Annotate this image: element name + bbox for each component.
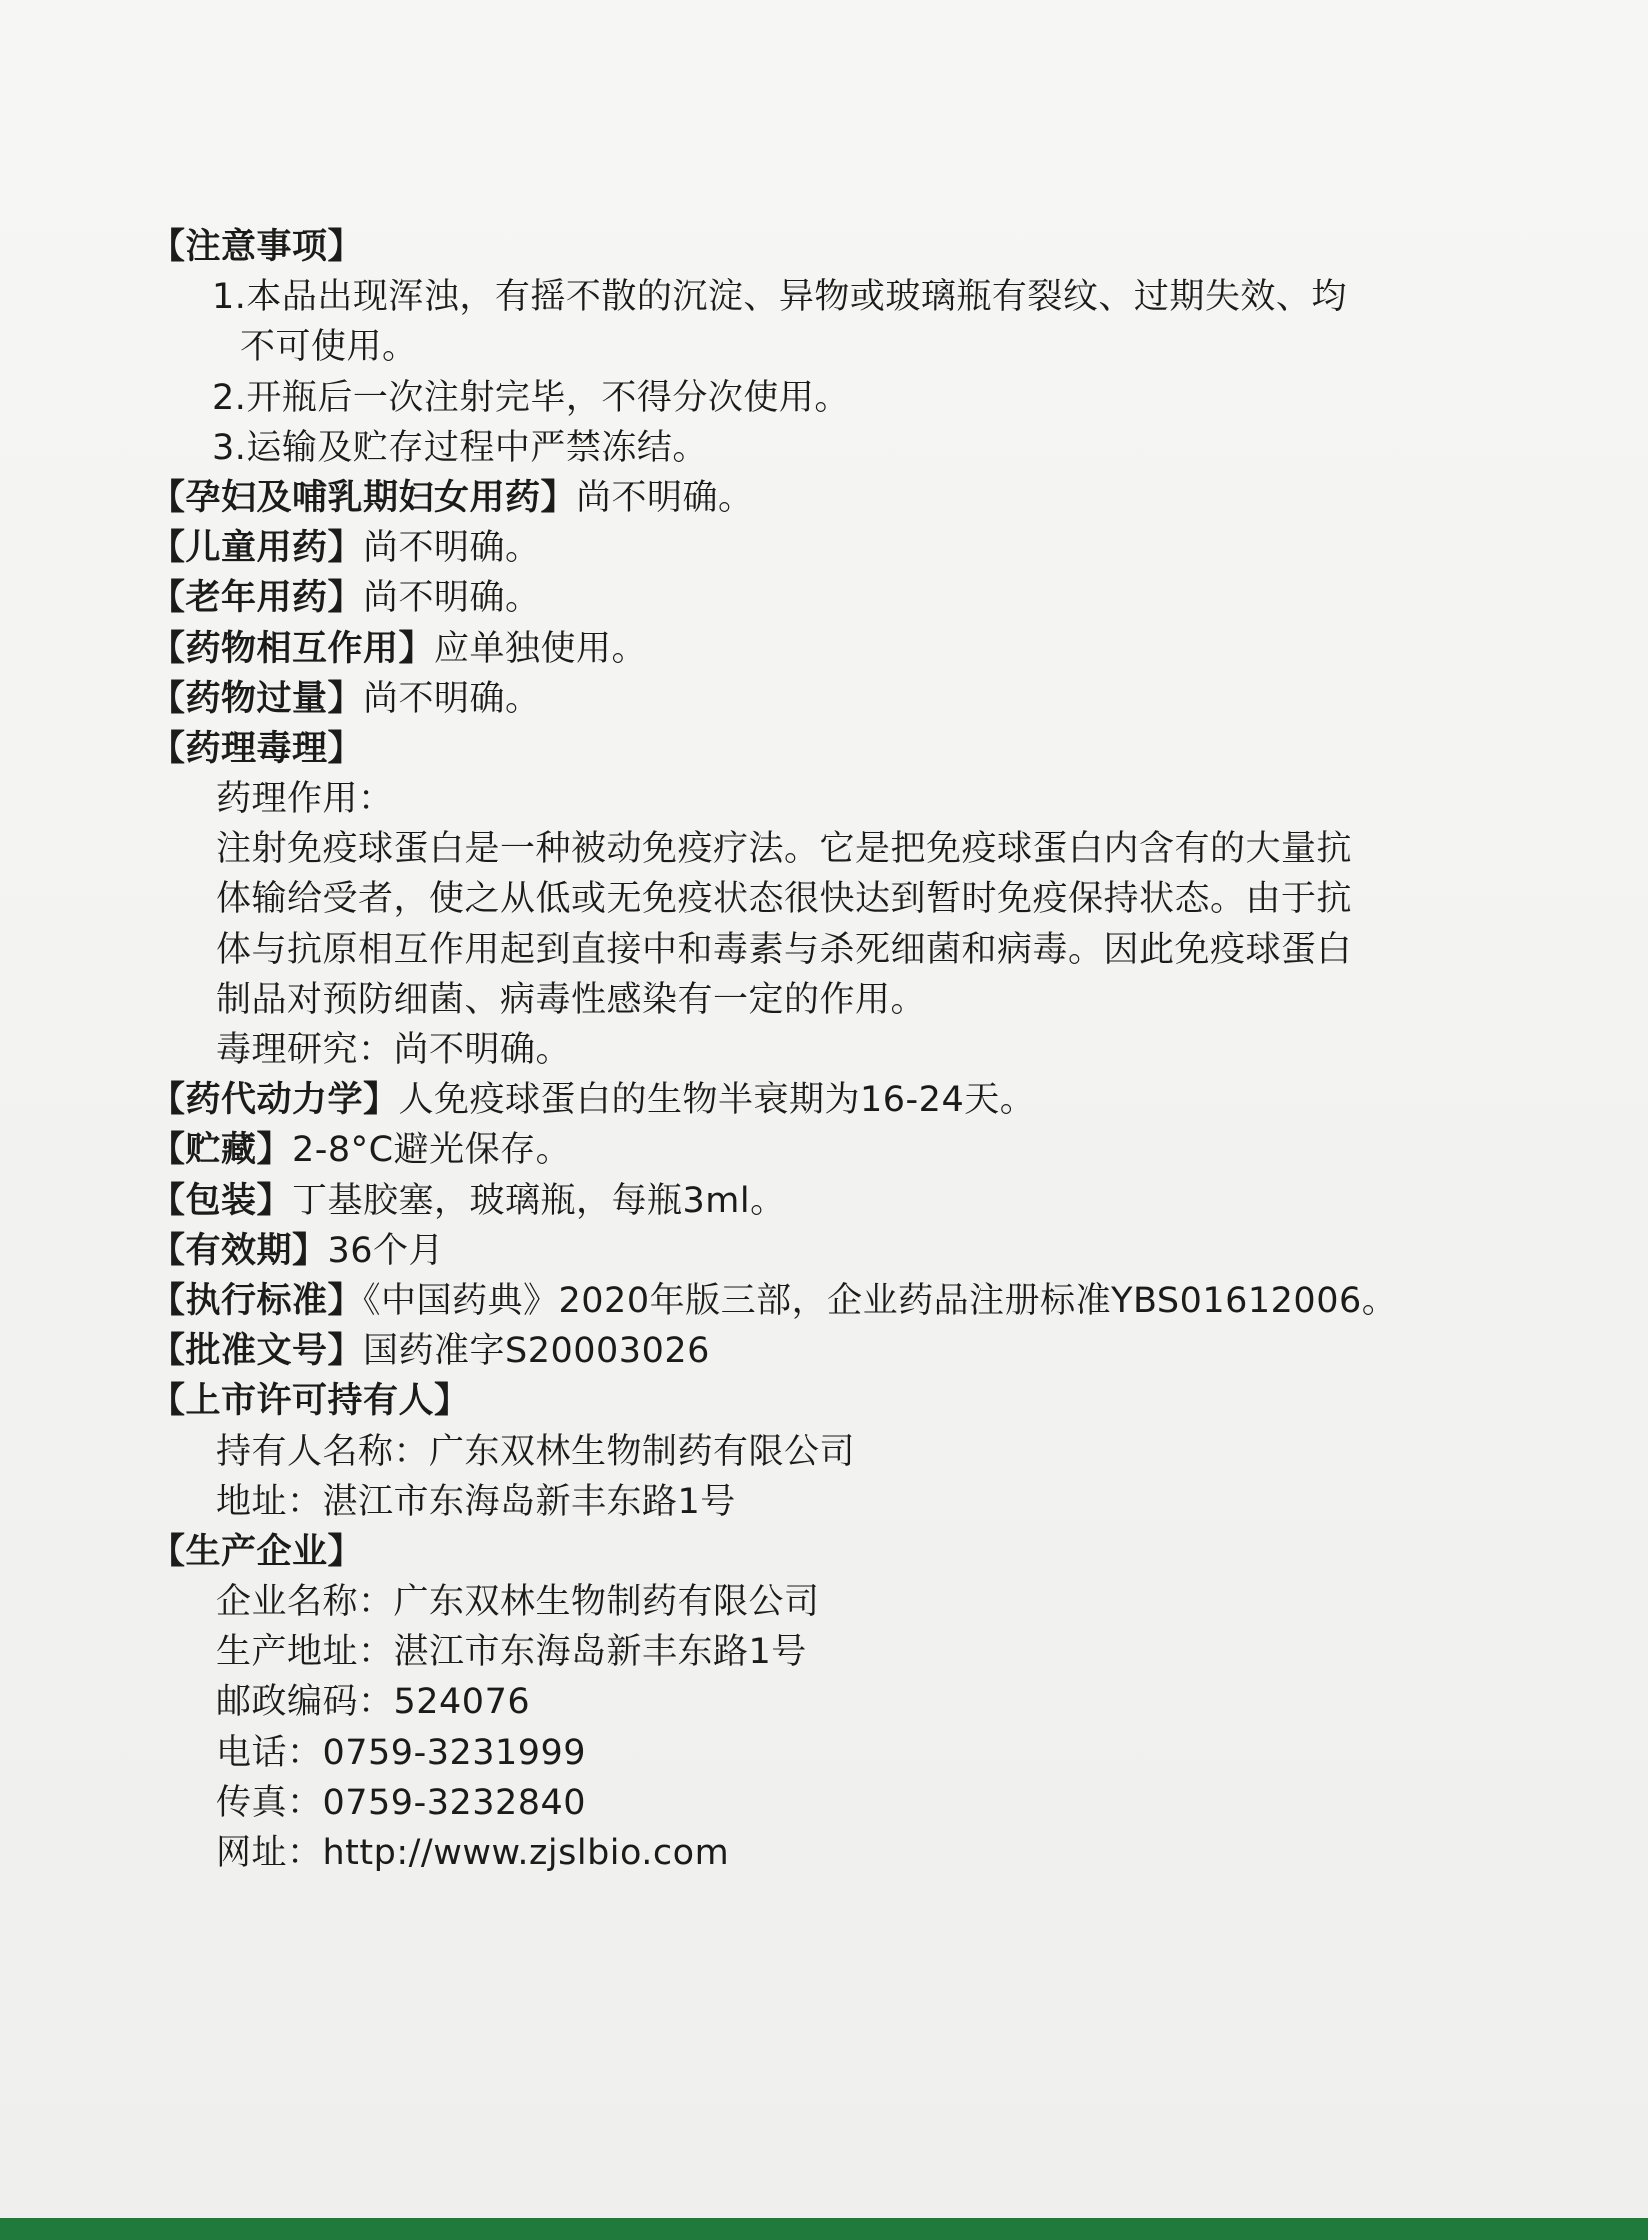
section-approval-number <box>150 1326 1550 1376</box>
holder-address: 地址：湛江市东海岛新丰东路1号 <box>216 1481 736 1522</box>
section-heading: 【孕妇及哺乳期妇女用药】 <box>150 477 577 518</box>
pharmacology-text-3: 体与抗原相互作用起到直接中和毒素与杀死细菌和病毒。因此免疫球蛋白 <box>216 929 1353 970</box>
manufacturer-address: 生产地址：湛江市东海岛新丰东路1号 <box>216 1632 807 1673</box>
section-heading: 【药物相互作用】 <box>150 628 435 669</box>
section-overdose <box>150 674 1550 724</box>
section-text: 国药准字S20003026 <box>363 1331 710 1372</box>
section-heading-pharmacology: 【药理毒理】 <box>150 728 364 769</box>
precaution-1-cont: 不可使用。 <box>240 327 418 368</box>
section-heading-holder: 【上市许可持有人】 <box>150 1381 470 1422</box>
section-text: 应单独使用。 <box>434 628 648 669</box>
section-text: 尚不明确。 <box>576 477 754 518</box>
section-pregnancy <box>150 473 1550 523</box>
section-text: 36个月 <box>327 1230 445 1271</box>
section-heading-precautions: 【注意事项】 <box>150 227 364 267</box>
toxicology-text: 毒理研究：尚不明确。 <box>216 1030 572 1070</box>
pharmacology-text-4: 制品对预防细菌、病毒性感染有一定的作用。 <box>216 979 927 1020</box>
section-heading: 【贮藏】 <box>150 1130 293 1171</box>
section-text: 尚不明确。 <box>363 678 541 719</box>
manufacturer-postcode: 邮政编码：524076 <box>216 1682 531 1723</box>
section-text: 尚不明确。 <box>363 528 541 569</box>
section-pharmacokinetics <box>150 1075 1550 1125</box>
pharmacology-subheading: 药理作用： <box>216 779 394 820</box>
manufacturer-phone: 电话：0759-3231999 <box>216 1732 587 1773</box>
precaution-3: 3.运输及贮存过程中严禁冻结。 <box>212 427 708 468</box>
section-text: 尚不明确。 <box>363 578 541 619</box>
section-text: 丁基胶塞，玻璃瓶，每瓶3ml。 <box>292 1180 786 1221</box>
pharmacology-text-1: 注射免疫球蛋白是一种被动免疫疗法。它是把免疫球蛋白内含有的大量抗 <box>216 829 1353 870</box>
section-heading: 【药代动力学】 <box>150 1080 399 1121</box>
section-heading: 【药物过量】 <box>150 678 364 719</box>
section-heading: 【包装】 <box>150 1180 293 1221</box>
section-standard <box>150 1276 1550 1326</box>
section-packaging <box>150 1176 1550 1226</box>
pharmacology-text-2: 体输给受者，使之从低或无免疫状态很快达到暂时免疫保持状态。由于抗 <box>216 879 1353 920</box>
precaution-1: 1.本品出现浑浊，有摇不散的沉淀、异物或玻璃瓶有裂纹、过期失效、均 <box>212 277 1347 318</box>
section-heading: 【批准文号】 <box>150 1331 364 1372</box>
manufacturer-name: 企业名称：广东双林生物制药有限公司 <box>216 1582 820 1623</box>
section-text: 2-8°C避光保存。 <box>292 1130 572 1171</box>
manufacturer-website: 网址：http://www.zjslbio.com <box>216 1833 730 1873</box>
leaflet-text <box>150 222 1550 1878</box>
precaution-2: 2.开瓶后一次注射完毕，不得分次使用。 <box>212 377 850 418</box>
section-heading: 【老年用药】 <box>150 578 364 619</box>
manufacturer-fax: 传真：0759-3232840 <box>216 1782 587 1823</box>
section-pediatric <box>150 523 1550 573</box>
section-interactions <box>150 624 1550 674</box>
section-heading-manufacturer: 【生产企业】 <box>150 1531 364 1572</box>
section-text: 《中国药典》2020年版三部，企业药品注册标准YBS01612006。 <box>363 1280 1398 1321</box>
section-text: 人免疫球蛋白的生物半衰期为16-24天。 <box>398 1080 1036 1121</box>
section-heading: 【执行标准】 <box>150 1280 364 1321</box>
section-storage <box>150 1125 1550 1175</box>
section-heading: 【有效期】 <box>150 1230 328 1271</box>
section-shelf-life <box>150 1226 1550 1276</box>
holder-name: 持有人名称：广东双林生物制药有限公司 <box>216 1431 856 1472</box>
section-heading: 【儿童用药】 <box>150 528 364 569</box>
section-geriatric <box>150 573 1550 623</box>
bottom-green-band <box>0 2218 1648 2240</box>
